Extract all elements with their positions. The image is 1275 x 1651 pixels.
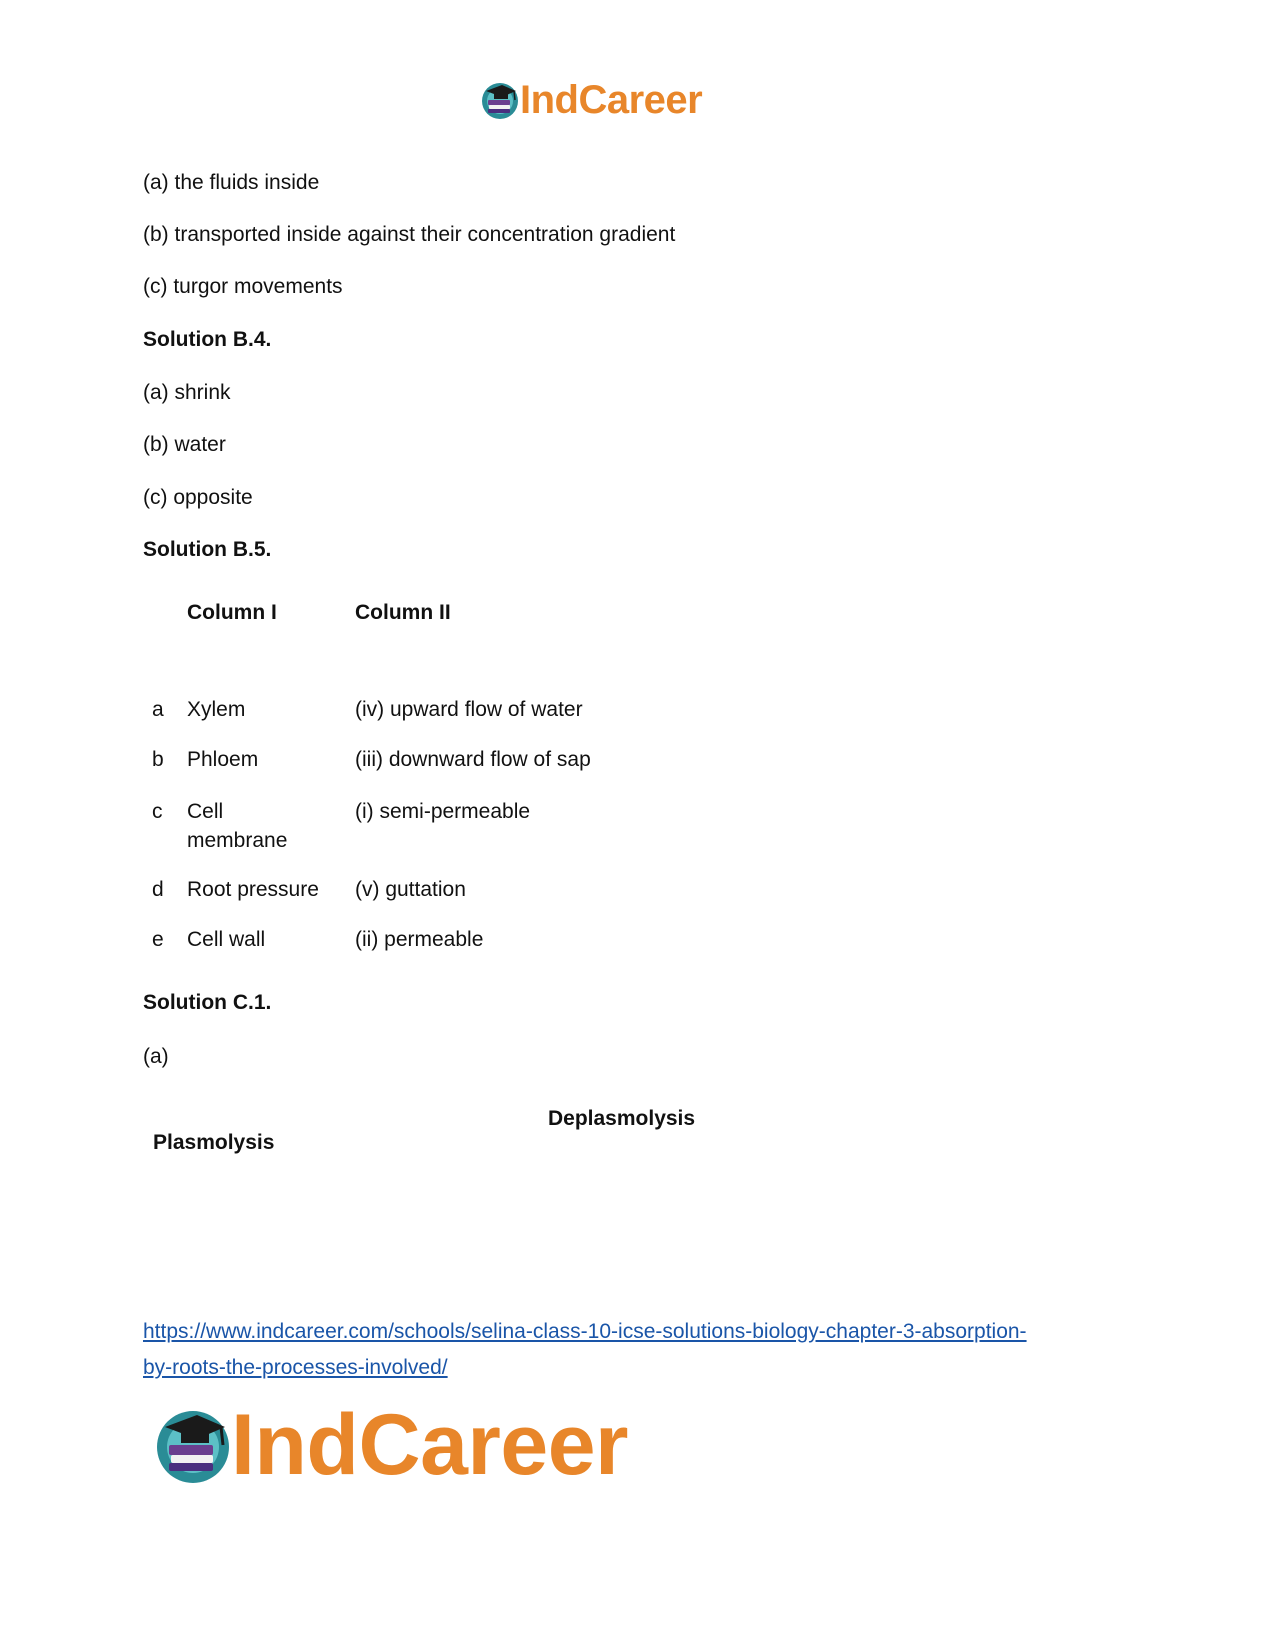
row-letter: d [152,878,164,901]
source-link-line-1[interactable]: https://www.indcareer.com/schools/selina-class-10-icse-solutions-biology-chapter-3-absorption- [143,1320,1027,1343]
footer-logo [153,1397,628,1493]
solution-b4-item-a: (a) shrink [143,381,231,404]
row-letter: b [152,748,164,771]
header-logo-text: IndCareer [520,78,703,122]
row-column-1: Cell wall [187,928,266,951]
answer-line-c: (c) turgor movements [143,275,343,298]
row-column-1: Xylem [187,698,246,721]
row-column-2: (iv) upward flow of water [355,698,583,721]
graduation-book-globe-icon [153,1405,233,1485]
row-letter: c [152,800,163,823]
row-column-2: (ii) permeable [355,928,484,951]
row-column-2: (iii) downward flow of sap [355,748,591,771]
row-column-2: (i) semi-permeable [355,800,531,823]
footer-logo-text: IndCareer [231,1397,628,1493]
solution-b4-item-c: (c) opposite [143,486,253,509]
row-column-2: (v) guttation [355,878,466,901]
graduation-book-globe-icon [480,80,520,120]
header-logo [480,78,702,122]
solution-c1-heading: Solution C.1. [143,991,272,1014]
solution-c1-part: (a) [143,1045,169,1068]
solution-b5-heading: Solution B.5. [143,538,272,561]
row-letter: a [152,698,164,721]
solution-b4-heading: Solution B.4. [143,328,272,351]
row-column-1: Cell membrane [187,800,288,852]
row-letter: e [152,928,164,951]
row-column-1: Phloem [187,748,259,771]
answer-line-b: (b) transported inside against their concentration gradient [143,223,676,246]
match-table-header-col2: Column II [355,601,451,624]
source-link[interactable] [143,1314,1143,1386]
answer-line-a: (a) the fluids inside [143,171,320,194]
comparison-header-plasmolysis: Plasmolysis [153,1131,275,1154]
row-column-1: Root pressure [187,878,319,901]
match-table-header-col1: Column I [187,601,277,624]
source-link-line-2[interactable]: by-roots-the-processes-involved/ [143,1356,448,1379]
solution-b4-item-b: (b) water [143,433,226,456]
comparison-header-deplasmolysis: Deplasmolysis [548,1107,696,1130]
